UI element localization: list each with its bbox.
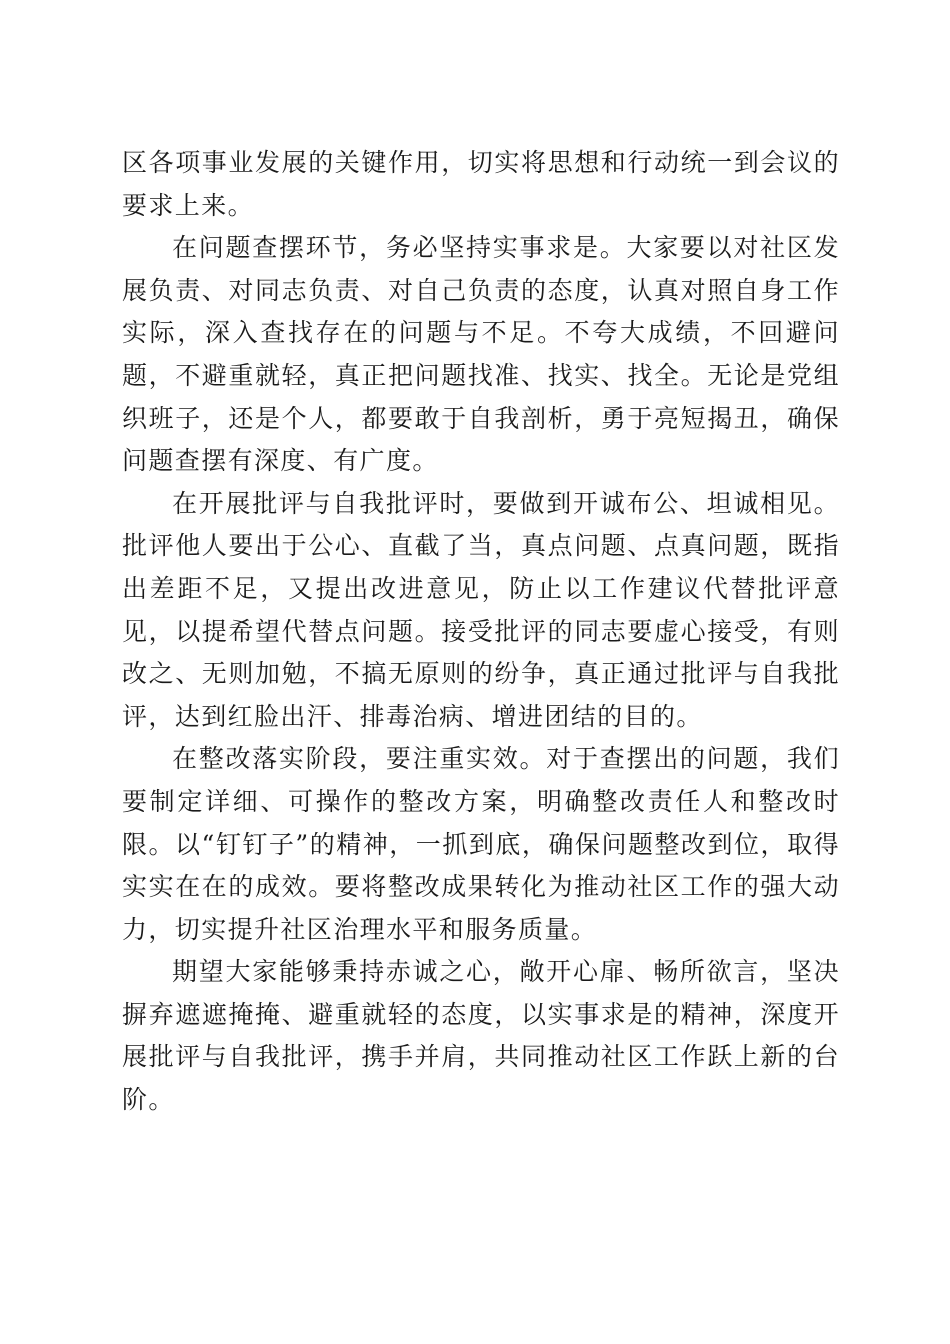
paragraph-rectification: 在整改落实阶段，要注重实效。对于查摆出的问题，我们要制定详细、可操作的整改方案，明确整改责任人和整改时限。以“钉钉子”的精神，一抓到底，确保问题整改到位，取得实实在在的成效。要将整改成果转化为推动社区工作的强大动力，切实提升社区治理水平和服务质量。	[122, 744, 840, 944]
paragraph-criticism: 在开展批评与自我批评时，要做到开诚布公、坦诚相见。批评他人要出于公心、直截了当，真点问题、点真问题，既指出差距不足，又提出改进意见，防止以工作建议代替批评意见，以提希望代替点问题。接受批评的同志要虚心接受，有则改之、无则加勉，不搞无原则的纷争，真正通过批评与自我批评，达到红脸出汗、排毒治病、增进团结的目的。	[122, 488, 840, 731]
document-body	[122, 142, 840, 1122]
paragraph-problem-review: 在问题查摆环节，务必坚持实事求是。大家要以对社区发展负责、对同志负责、对自己负责的态度，认真对照自身工作实际，深入查找存在的问题与不足。不夸大成绩，不回避问题，不避重就轻，真正把问题找准、找实、找全。无论是党组织班子，还是个人，都要敢于自我剖析，勇于亮短揭丑，确保问题查摆有深度、有广度。	[122, 233, 840, 476]
paragraph-continued: 区各项事业发展的关键作用，切实将思想和行动统一到会议的要求上来。	[122, 148, 840, 220]
paragraph-expectation: 期望大家能够秉持赤诚之心，敞开心扉、畅所欲言，坚决摒弃遮遮掩掩、避重就轻的态度，以实事求是的精神，深度开展批评与自我批评，携手并肩，共同推动社区工作跃上新的台阶。	[122, 957, 840, 1115]
